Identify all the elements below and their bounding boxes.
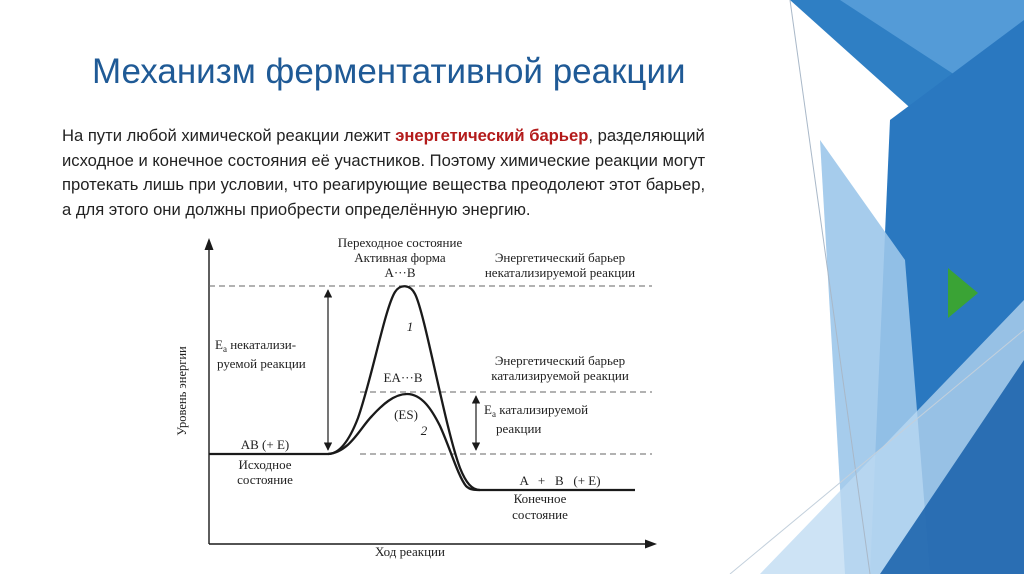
y-axis-label: Уровень энергии [175,346,189,436]
body-line-4: а для этого они должны приобрести определённую энергию. [62,199,531,219]
slide-body-text [62,124,832,222]
ea-complex-label: EA···B [383,370,423,385]
x-axis-arrow [645,540,657,549]
energy-diagram [160,228,660,564]
x-axis-label: Ход реакции [375,544,445,559]
slide-title: Механизм ферментативной реакции [92,52,686,91]
body-line-1 [62,124,832,149]
ea-uncatalyzed-label [215,337,296,354]
barrier-catalyzed-line1: Энергетический барьер [494,353,626,368]
body-text-1a: На пути любой химической реакции лежит [62,126,396,145]
highlight-energy-barrier: энергетический барьер [395,126,589,145]
body-line-3: протекать лишь при условии, что реагирующие вещества преодолеют этот барьер, [62,175,706,194]
ab-complex-label: A···B [384,265,416,280]
end-species-label: A + B (+ E) [519,473,601,488]
active-form-label: Активная форма [354,250,446,265]
start-state-line1: Исходное [238,457,292,472]
ea-uncatalyzed-subscript: a [222,344,227,354]
start-state-line2: состояние [237,472,293,487]
curve-2-label: 2 [420,423,428,438]
barrier-uncatalyzed-line2: некатализируемой реакции [484,265,636,280]
ea-uncatalyzed-symbol: E [215,337,223,352]
ea-catalyzed-symbol: E [484,402,492,417]
ea-catalyzed-text: катализируемой [495,402,589,417]
end-state-line1: Конечное [513,491,567,506]
ea-uncatalyzed-text: некатализи- [226,337,297,352]
ea-catalyzed-line2: реакции [496,421,542,436]
es-complex-label: (ES) [394,407,418,422]
ea-catalyzed-label [484,402,588,419]
end-state-line2: состояние [512,507,568,522]
y-axis-arrow [205,238,214,250]
start-species-label: AB (+ E) [240,437,290,452]
body-line-2: исходное и конечное состояния её участников. Поэтому химические реакции могут [62,150,706,170]
barrier-uncatalyzed-line1: Энергетический барьер [494,250,626,265]
curve-1-label: 1 [406,319,414,334]
barrier-catalyzed-line2: катализируемой реакции [491,368,629,383]
transition-state-label: Переходное состояние [337,235,463,250]
body-text-1b: , разделяющий [588,126,705,145]
ea-uncatalyzed-line2: руемой реакции [217,356,306,371]
ea-catalyzed-subscript: a [491,409,496,419]
